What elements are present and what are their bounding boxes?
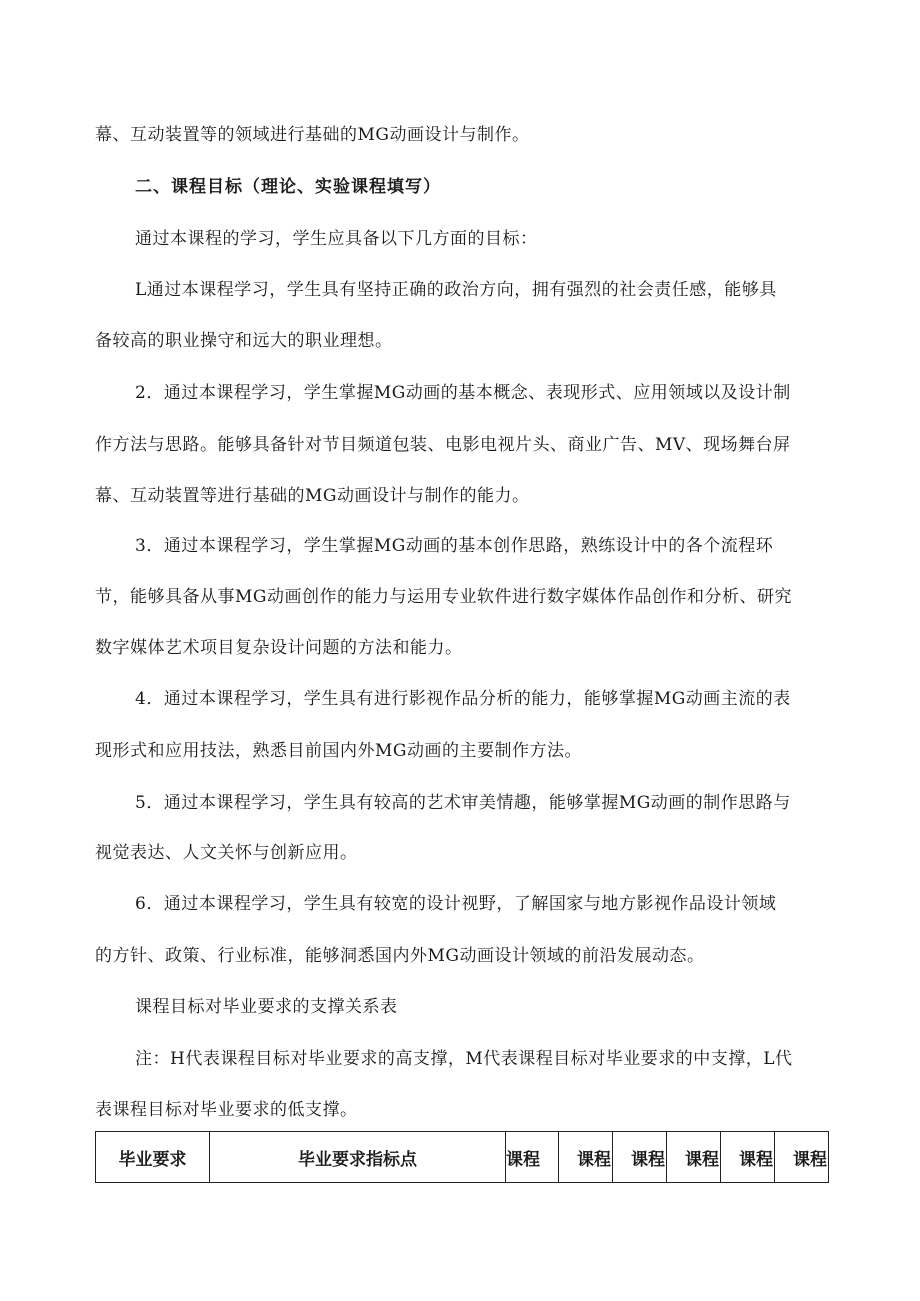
goal-3-line-1: 3．通过本课程学习，学生掌握MG动画的基本创作思路，熟练设计中的各个流程环	[135, 536, 774, 556]
goal-1-line-2: 备较高的职业操守和远大的职业理想。	[95, 331, 393, 351]
header-indicator-point: 毕业要求指标点	[210, 1132, 506, 1183]
header-course: 课程	[613, 1132, 667, 1183]
goal-2-line-3: 幕、互动装置等进行基础的MG动画设计与制作的能力。	[95, 486, 530, 506]
header-course: 课程	[775, 1132, 829, 1183]
table-caption: 课程目标对毕业要求的支撑关系表	[135, 997, 398, 1017]
goal-3-line-2: 节，能够具备从事MG动画创作的能力与运用专业软件进行数字媒体作品创作和分析、研究	[95, 587, 792, 607]
goal-4-line-2: 现形式和应用技法，熟悉目前国内外MG动画的主要制作方法。	[95, 741, 582, 761]
goal-5-line-2: 视觉表达、人文关怀与创新应用。	[95, 843, 358, 863]
section-heading: 二、课程目标（理论、实验课程填写）	[135, 177, 441, 197]
goal-2-line-2: 作方法与思路。能够具备针对节目频道包装、电影电视片头、商业广告、MV、现场舞台屏	[95, 435, 791, 455]
goal-4-line-1: 4．通过本课程学习，学生具有进行影视作品分析的能力，能够掌握MG动画主流的表	[135, 689, 791, 709]
note-line-1: 注：H代表课程目标对毕业要求的高支撑，M代表课程目标对毕业要求的中支撑，L代	[135, 1049, 793, 1069]
note-line-2: 表课程目标对毕业要求的低支撑。	[95, 1100, 358, 1120]
goal-2-line-1: 2．通过本课程学习，学生掌握MG动画的基本概念、表现形式、应用领域以及设计制	[135, 383, 791, 403]
header-graduation-requirement: 毕业要求	[96, 1132, 210, 1183]
header-course: 课程	[506, 1132, 559, 1183]
header-course: 课程	[559, 1132, 613, 1183]
goal-6-line-2: 的方针、政策、行业标准，能够洞悉国内外MG动画设计领域的前沿发展动态。	[95, 946, 705, 966]
requirements-table	[95, 1131, 829, 1183]
header-course: 课程	[721, 1132, 775, 1183]
goal-1-line-1: L通过本课程学习，学生具有坚持正确的政治方向，拥有强烈的社会责任感，能够具	[135, 280, 777, 300]
paragraph-line: 通过本课程的学习，学生应具备以下几方面的目标：	[135, 229, 538, 249]
goal-6-line-1: 6．通过本课程学习，学生具有较宽的设计视野，了解国家与地方影视作品设计领域	[135, 894, 777, 914]
paragraph-line: 幕、互动装置等的领域进行基础的MG动画设计与制作。	[95, 125, 530, 145]
goal-3-line-3: 数字媒体艺术项目复杂设计问题的方法和能力。	[95, 638, 463, 658]
goal-5-line-1: 5．通过本课程学习，学生具有较高的艺术审美情趣，能够掌握MG动画的制作思路与	[135, 793, 791, 813]
header-course: 课程	[667, 1132, 721, 1183]
table-header-row	[96, 1132, 829, 1183]
